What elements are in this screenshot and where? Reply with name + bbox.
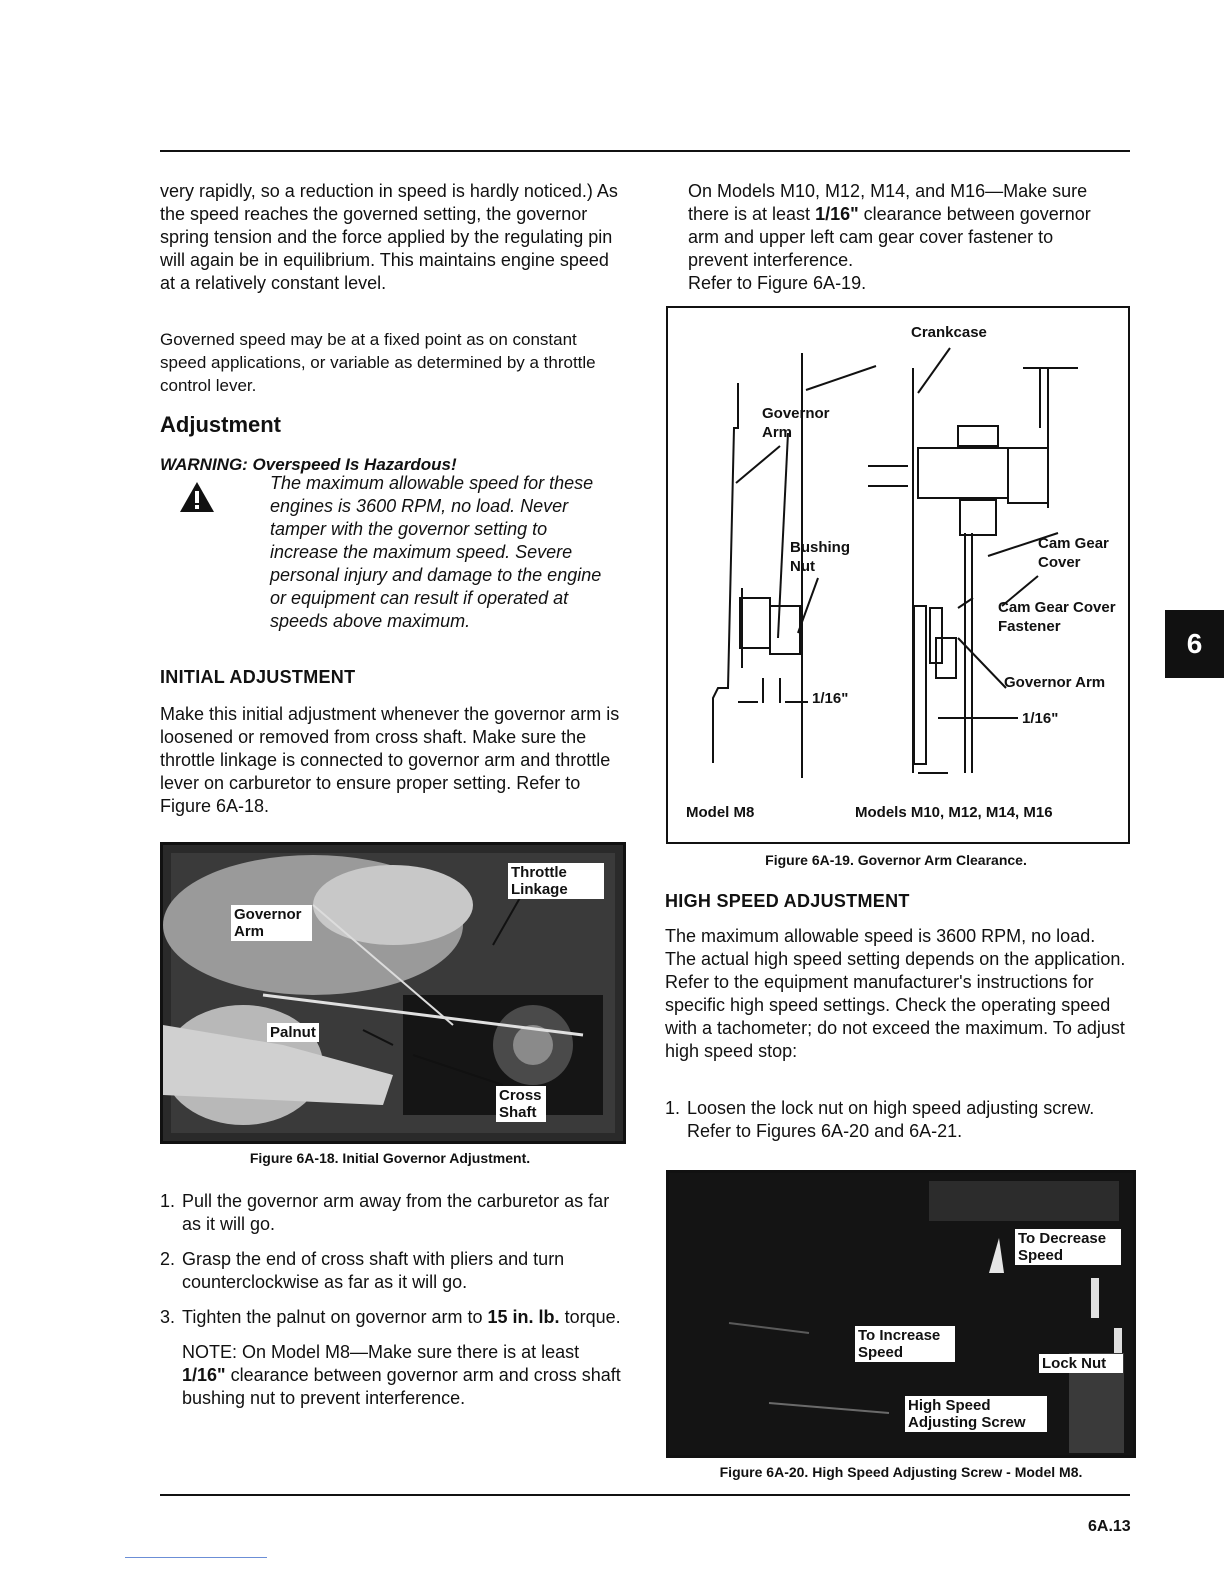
footer-link-line bbox=[125, 1557, 267, 1558]
step-text-end: torque. bbox=[559, 1307, 621, 1327]
page-number: 6A.13 bbox=[1088, 1518, 1131, 1535]
governor-clearance-drawing bbox=[668, 308, 1128, 842]
governor-arm-m8-label: Governor Arm bbox=[762, 405, 830, 441]
governor-arm-label: Governor Arm bbox=[231, 905, 312, 941]
lock-nut-label: Lock Nut bbox=[1039, 1354, 1123, 1373]
initial-steps-list bbox=[160, 1190, 622, 1410]
warning-triangle-icon bbox=[178, 480, 216, 514]
figure-6a-19-diagram bbox=[666, 306, 1130, 844]
bottom-rule bbox=[160, 1494, 1130, 1496]
cam-gear-cover-label: Cam Gear Cover bbox=[1038, 535, 1109, 571]
governor-arm-right-label: Governor Arm bbox=[1004, 674, 1106, 691]
crankcase-label: Crankcase bbox=[911, 324, 987, 341]
step-text: Grasp the end of cross shaft with pliers and turn counterclockwise as far as it will go. bbox=[182, 1249, 565, 1292]
step-number: 1. bbox=[160, 1191, 176, 1211]
figure-6a-20-caption: Figure 6A-20. High Speed Adjusting Screw - Model M8. bbox=[719, 1464, 1083, 1480]
section-tab: 6 bbox=[1165, 610, 1224, 678]
note-clearance: 1/16" bbox=[182, 1365, 226, 1385]
bushing-nut-label: Bushing Nut bbox=[790, 539, 850, 575]
to-decrease-speed-label: To Decrease Speed bbox=[1015, 1229, 1121, 1265]
models-m10-label: Models M10, M12, M14, M16 bbox=[855, 804, 1053, 821]
note-m8 bbox=[160, 1341, 622, 1410]
models-text: On Models M10, M12, M14, and M16—Make sure there is at least bbox=[688, 181, 1088, 224]
step-2 bbox=[160, 1248, 622, 1294]
model-m8-label: Model M8 bbox=[686, 804, 755, 821]
note-text-end: clearance between governor arm and cross shaft bushing nut to prevent interference. bbox=[182, 1365, 621, 1408]
note-text: NOTE: On Model M8—Make sure there is at least bbox=[182, 1342, 580, 1362]
cam-gear-cover-fastener-label: Cam Gear Cover Fastener bbox=[998, 599, 1116, 635]
step-number: 1. bbox=[665, 1098, 681, 1118]
intro-paragraph: very rapidly, so a reduction in speed is hardly noticed.) As the speed reaches the governed setting, the governor spring tension and the force applied by the regulating pin will again be in equilibrium. This maintains engine speed at a relatively constant level. bbox=[160, 181, 618, 293]
step-text: Pull the governor arm away from the carburetor as far as it will go. bbox=[182, 1191, 610, 1234]
models-paragraph bbox=[688, 180, 1118, 272]
governed-paragraph: Governed speed may be at a fixed point as on constant speed applications, or variable as determined by a throttle control lever. bbox=[160, 330, 596, 395]
cross-shaft-label: Cross Shaft bbox=[496, 1086, 546, 1122]
warning-title: WARNING: Overspeed Is Hazardous! bbox=[160, 455, 457, 474]
clearance-right-label: 1/16" bbox=[1022, 710, 1059, 727]
high-speed-heading: HIGH SPEED ADJUSTMENT bbox=[665, 891, 910, 911]
initial-adjustment-heading: INITIAL ADJUSTMENT bbox=[160, 667, 356, 687]
step-text: Tighten the palnut on governor arm to bbox=[182, 1307, 488, 1327]
step-1 bbox=[160, 1190, 622, 1236]
warning-body: The maximum allowable speed for these engines is 3600 RPM, no load. Never tamper with the governor setting to increase the maximum speed. Severe personal injury and damage to the engine or equipment can result if operated at speeds above maximum. bbox=[270, 473, 602, 631]
figure-6a-19-caption: Figure 6A-19. Governor Arm Clearance. bbox=[765, 852, 1027, 868]
adjusting-screw-photo-image bbox=[669, 1173, 1133, 1455]
refer-figure-text: Refer to Figure 6A-19. bbox=[688, 273, 867, 293]
step-text: Loosen the lock nut on high speed adjusting screw. Refer to Figures 6A-20 and 6A-21. bbox=[687, 1098, 1095, 1141]
step-3 bbox=[160, 1306, 622, 1329]
models-text-end: clearance between governor arm and upper left cam gear cover fastener to prevent interference. bbox=[688, 204, 1091, 270]
palnut-label: Palnut bbox=[267, 1023, 319, 1042]
step-number: 2. bbox=[160, 1249, 176, 1269]
torque-value: 15 in. lb. bbox=[487, 1307, 560, 1327]
adjustment-heading: Adjustment bbox=[160, 412, 281, 437]
top-rule bbox=[160, 150, 1130, 152]
figure-6a-18-photo bbox=[160, 842, 626, 1144]
to-increase-speed-label: To Increase Speed bbox=[855, 1326, 955, 1362]
initial-adjustment-text: Make this initial adjustment whenever the governor arm is loosened or removed from cross shaft. Make sure the throttle linkage is connected to governor arm and throttle lever on carburetor to ensure proper setting. Refer to Figure 6A-18. bbox=[160, 704, 620, 816]
throttle-linkage-label: Throttle Linkage bbox=[508, 863, 604, 899]
figure-6a-18-caption: Figure 6A-18. Initial Governor Adjustment. bbox=[249, 1150, 531, 1166]
models-clearance: 1/16" bbox=[815, 204, 859, 224]
figure-6a-20-photo bbox=[666, 1170, 1136, 1458]
high-speed-adjusting-screw-label: High Speed Adjusting Screw bbox=[905, 1396, 1047, 1432]
step-number: 3. bbox=[160, 1307, 176, 1327]
clearance-left-label: 1/16" bbox=[812, 690, 849, 707]
high-speed-step-1 bbox=[665, 1097, 1127, 1143]
high-speed-text: The maximum allowable speed is 3600 RPM, no load. The actual high speed setting depends on the application. Refer to the equipment manufacturer's instructions for specific high speed settings. Check the operating speed with a tachometer; do not exceed the maximum. To adjust high speed stop: bbox=[665, 926, 1126, 1061]
